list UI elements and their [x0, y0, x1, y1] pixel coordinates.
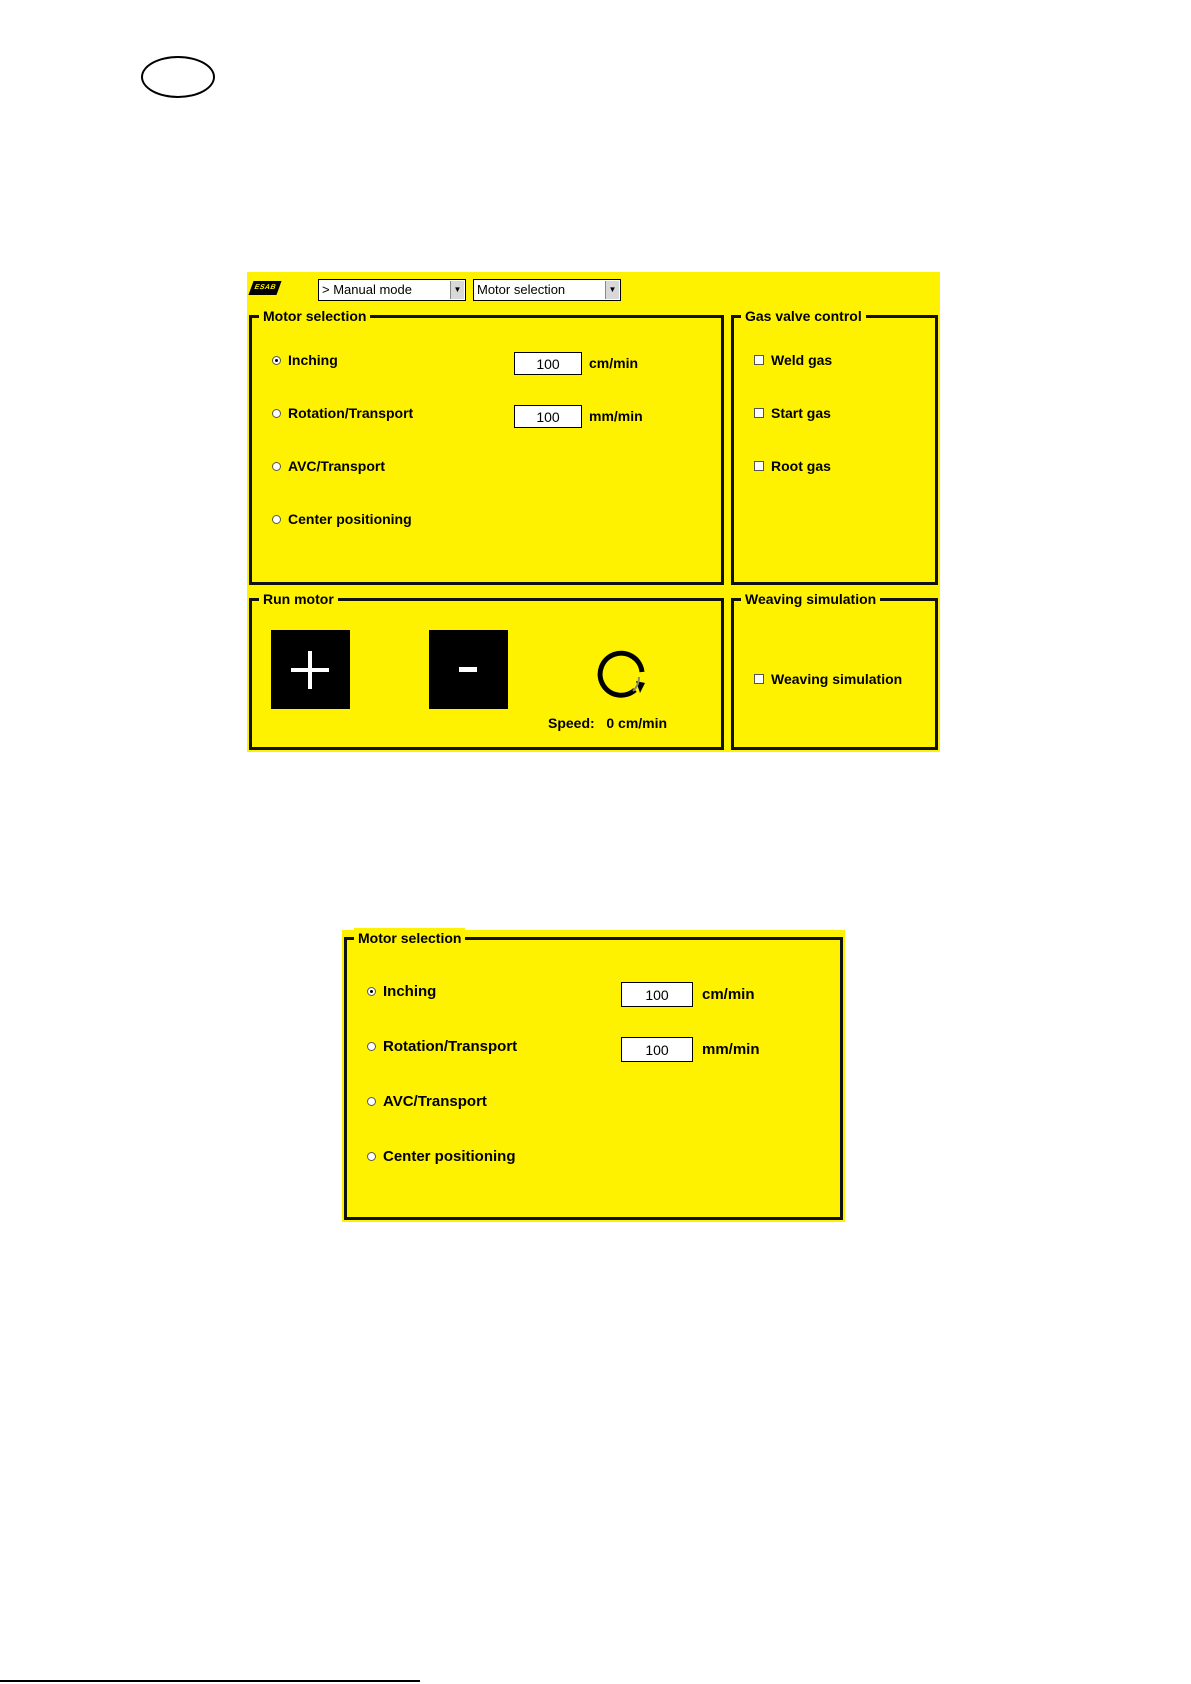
inching-speed-input[interactable] — [621, 982, 693, 1007]
radio-label: Rotation/Transport — [288, 405, 414, 421]
motor-selection-group-zoom — [344, 930, 843, 1220]
checkbox-icon[interactable] — [754, 355, 764, 365]
radio-selected-icon[interactable] — [272, 356, 281, 365]
motor-plus-button[interactable] — [271, 630, 350, 709]
motor-selection-zoom — [342, 930, 845, 1222]
inching-unit: cm/min — [589, 355, 639, 371]
checkbox-weaving-simulation[interactable] — [754, 671, 902, 687]
checkbox-icon[interactable] — [754, 408, 764, 418]
radio-icon[interactable] — [272, 409, 281, 418]
radio-icon[interactable] — [367, 1097, 376, 1106]
radio-center-positioning[interactable] — [272, 511, 412, 527]
radio-inching[interactable] — [367, 983, 436, 1000]
view-dropdown-value: Motor selection — [477, 282, 566, 297]
checkbox-root-gas[interactable] — [754, 458, 831, 474]
view-dropdown[interactable] — [473, 279, 621, 301]
speed-label: Speed: — [548, 715, 595, 731]
rotation-unit: mm/min — [702, 1041, 760, 1058]
gas-valve-control-group — [731, 308, 938, 585]
radio-center-positioning[interactable] — [367, 1148, 516, 1165]
radio-label: Inching — [383, 983, 437, 1000]
radio-label: Center positioning — [383, 1148, 516, 1165]
top-bar — [247, 272, 940, 302]
page-language-oval — [141, 56, 215, 98]
radio-rotation-transport[interactable] — [272, 405, 413, 421]
checkbox-start-gas[interactable] — [754, 405, 831, 421]
rotation-speed-input[interactable] — [621, 1037, 693, 1062]
radio-icon[interactable] — [367, 1042, 376, 1051]
radio-selected-icon[interactable] — [367, 987, 376, 996]
motor-selection-group — [249, 308, 724, 585]
checkbox-label: Start gas — [771, 405, 831, 421]
plus-icon-vertical — [308, 651, 312, 689]
inching-speed-input[interactable] — [514, 352, 582, 375]
radio-icon[interactable] — [367, 1152, 376, 1161]
radio-avc-transport[interactable] — [367, 1093, 487, 1110]
radio-inching[interactable] — [272, 352, 338, 368]
minus-icon — [459, 667, 477, 672]
radio-icon[interactable] — [272, 462, 281, 471]
radio-label: AVC/Transport — [288, 458, 385, 474]
checkbox-weld-gas[interactable] — [754, 352, 832, 368]
run-motor-group — [249, 591, 724, 750]
group-title: Motor selection — [259, 306, 370, 326]
group-title: Gas valve control — [741, 306, 866, 326]
checkbox-label: Weld gas — [771, 352, 833, 368]
radio-label: AVC/Transport — [383, 1093, 487, 1110]
weaving-simulation-group — [731, 591, 938, 750]
group-title: Run motor — [259, 589, 338, 609]
radio-rotation-transport[interactable] — [367, 1038, 517, 1055]
manual-mode-screen — [247, 272, 940, 752]
rotation-speed-input[interactable] — [514, 405, 582, 428]
motor-minus-button[interactable] — [429, 630, 508, 709]
speed-value: 0 cm/min — [606, 715, 668, 731]
footer-rule — [0, 1680, 420, 1682]
speed-readout — [548, 715, 667, 731]
inching-unit: cm/min — [702, 986, 755, 1003]
esab-logo: ESAB — [248, 281, 281, 295]
radio-avc-transport[interactable] — [272, 458, 385, 474]
checkbox-label: Weaving simulation — [771, 671, 903, 687]
rotate-icon — [595, 645, 651, 701]
checkbox-label: Root gas — [771, 458, 831, 474]
checkbox-icon[interactable] — [754, 674, 764, 684]
mode-dropdown[interactable] — [318, 279, 466, 301]
checkbox-icon[interactable] — [754, 461, 764, 471]
radio-label: Center positioning — [288, 511, 412, 527]
mode-dropdown-value: > Manual mode — [322, 282, 412, 297]
chevron-down-icon[interactable]: ▼ — [450, 281, 464, 299]
group-title: Motor selection — [354, 928, 465, 948]
rotation-unit: mm/min — [589, 408, 643, 424]
radio-label: Inching — [288, 352, 338, 368]
chevron-down-icon[interactable]: ▼ — [605, 281, 619, 299]
group-title: Weaving simulation — [741, 589, 880, 609]
radio-label: Rotation/Transport — [383, 1038, 518, 1055]
radio-icon[interactable] — [272, 515, 281, 524]
